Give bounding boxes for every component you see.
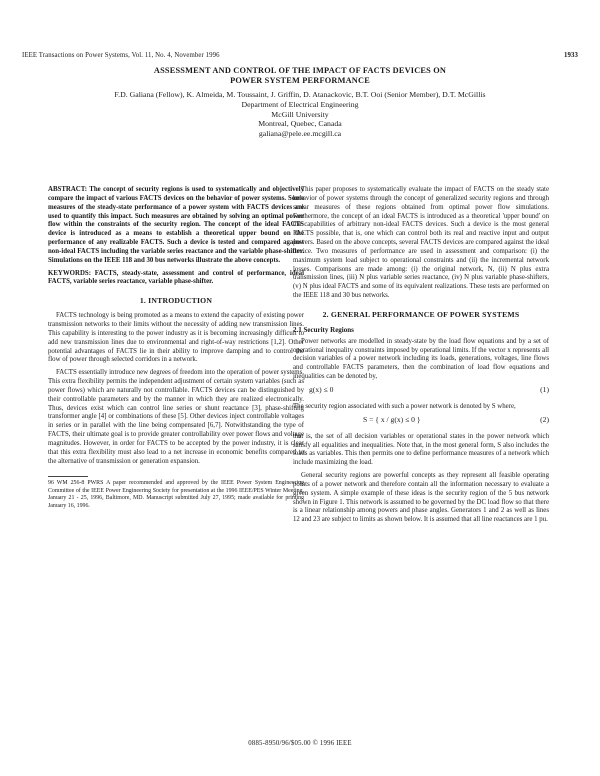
section2-paragraph-1: Power networks are modelled in steady-state by the load flow equations and by a set of operational inequality constraints imposed by operational limits. If the vector x represents all decision variables of a power network including its loads, generations, voltages, line flows and controllable FACTS parameters, then the combination of load flow equations and inequalities can be denoted by,: [293, 337, 549, 381]
equation-1-number: (1): [540, 384, 549, 394]
author-list: F.D. Galiana (Fellow), K. Almeida, M. Toussaint, J. Griffin, D. Atanackovic, B.T. Ooi (Senior Member), D.T. McGillis: [114, 90, 486, 100]
intro-paragraph-2: FACTS essentially introduce new degrees of freedom into the operation of power systems. This extra flexibility permits the independent adjustment of certain system variables (such as power flows) which are naturally not controllable. FACTS devices can be distinguished by their controllable parameters and by the manner in which they are realized electronically. Thus, devices exist which can control line series or shunt reactance [3], phase-shifting transformer angle [4] or combinations of these [5]. Other devices inject controllable voltages in series or in parallel with the line being compensated [6,7]. Notwithstanding the type of FACTS, their ultimate goal is to provide greater controllability over power flows and voltage magnitudes. However, in order for FACTS to be accepted by the power industry, it is clear that this extra flexibility must also lead to a net increase in economic benefits compared to the alternative of transmission or generation expansion.: [48, 369, 304, 465]
equation-2: [293, 416, 549, 427]
intro-paragraph-3: This paper proposes to systematically evaluate the impact of FACTS on the steady state behavior of power systems through the concept of generalized security regions and through scalar measures of these regions obtained from optimal power flow simulations. Furthermore, the concept of an ideal FACTS is introduced as a theoretical 'upper bound' on the capabilities of arbitrary non-ideal FACTS devices. Such a device is the most general FACTS possible, that is, one which can control both its real and reactive input and output powers. Based on the above concepts, several FACTS devices are compared against the ideal device. Two measures of performance are used in assessment and comparison: (i) the maximum system load subject to operational constraints and (ii) the incremental network losses. Comparisons are made among: (i) the original network, N, (ii) N plus extra transmission lines, (iii) N plus variable series reactance, (iv) N plus variable phase-shifters, (v) N plus ideal FACTS and some of its equivalent realizations. These tests are performed on the IEEE 118 and 30 bus networks.: [293, 186, 549, 300]
section-heading-introduction: 1. INTRODUCTION: [139, 296, 213, 306]
page-number: 1933: [564, 52, 578, 59]
subsection-heading-security-regions: 2.1 Security Regions: [293, 325, 354, 334]
abstract: [48, 186, 304, 266]
intro-paragraph-1: FACTS technology is being promoted as a means to extend the capacity of existing power transmission networks to their limits without the necessity of adding new transmission lines. This capability is interesting to the power industry as it is becoming increasingly difficult to add new transmission lines due to environmental and right-of-way restrictions [1,2]. Other potential advantages of FACTS lie in their ability to improve damping and to control the flow of power through selected corridors in a network.: [48, 312, 304, 364]
title-line-1: ASSESSMENT AND CONTROL OF THE IMPACT OF FACTS DEVICES ON: [153, 66, 447, 75]
equation-2-body: S = { x / g(x) ≤ 0 }: [363, 414, 421, 424]
footnote: 96 WM 256-8 PWRS A paper recommended and approved by the IEEE Power System Engineering Committee of the IEEE Power Engineering Society for presentation at the 1996 IEEE/PES Winter Meeting, January 21 - 25, 1996, Baltimore, MD. Manuscript submitted July 27, 1995; made available for printing January 16, 1996.: [48, 480, 304, 509]
keywords: [48, 270, 304, 288]
affiliation-department: Department of Electrical Engineering: [241, 99, 359, 109]
affiliation-university: McGill University: [271, 109, 329, 119]
copyright-code: 0885-8950/96/$05.00 © 1996 IEEE: [248, 740, 352, 747]
section2-paragraph-3: that is, the set of all decision variables or operational states in the power network which satisfy all equalities and inequalities. Note that, in the most general form, S also includes the loads as variables. This then permits one to define performance measures of a network which include maximizing the load.: [293, 432, 549, 467]
footnote-rule: [48, 476, 88, 477]
equation-1-body: g(x) ≤ 0: [309, 384, 334, 394]
right-column: [293, 186, 549, 529]
affiliation-location: Montreal, Quebec, Canada: [258, 119, 342, 129]
equation-1: [293, 386, 549, 397]
paper-title: [40, 66, 560, 85]
equation-2-number: (2): [540, 414, 549, 424]
author-email: galiana@pele.ee.mcgill.ca: [258, 128, 342, 138]
journal-citation: IEEE Transactions on Power Systems, Vol. 11, No. 4, November 1996: [22, 52, 220, 59]
section-heading-general-performance: 2. GENERAL PERFORMANCE OF POWER SYSTEMS: [322, 309, 520, 319]
title-block: [40, 66, 560, 138]
abstract-label: ABSTRACT:: [48, 186, 88, 193]
abstract-text: The concept of security regions is used to systematically and objectively compare the impact of various FACTS devices on the behavior of power systems. Some measures of the steady-state performance of a power system with FACTS devices are used to quantify this impact. Such measures are obtained by solving an optimal power flow within the constraints of the security region. The concept of the ideal FACTS device is introduced as a means to establish a theoretical upper bound on the performance of any realizable FACTS. Such a device is tested and compared against non-ideal FACTS including the variable series reactance and the variable phase-shifter. Simulations on the IEEE 118 and 30 bus networks illustrate the above concepts.: [48, 186, 304, 264]
section2-paragraph-4: General security regions are powerful concepts as they represent all feasible operating points of a power network and therefore contain all the information necessary to evaluate a given system. A simple example of these ideas is the security region of the 5 bus network shown in Figure 1. This network is assumed to be governed by the DC load flow so that there is a linear relationship among powers and phase angles. Generators 1 and 2 as well as lines 12 and 23 are subject to limits as shown below. It is assumed that all line reactances are 1 pu.: [293, 472, 549, 524]
keywords-label: KEYWORDS:: [48, 269, 91, 277]
left-column: [48, 186, 304, 510]
keywords-text: FACTS, steady-state, assessment and control of performance, ideal FACTS, variable series reactance, variable phase-shifter.: [48, 269, 304, 286]
title-line-2: POWER SYSTEM PERFORMANCE: [230, 75, 370, 85]
section2-paragraph-2: The security region associated with such a power network is denoted by S where,: [293, 402, 516, 410]
